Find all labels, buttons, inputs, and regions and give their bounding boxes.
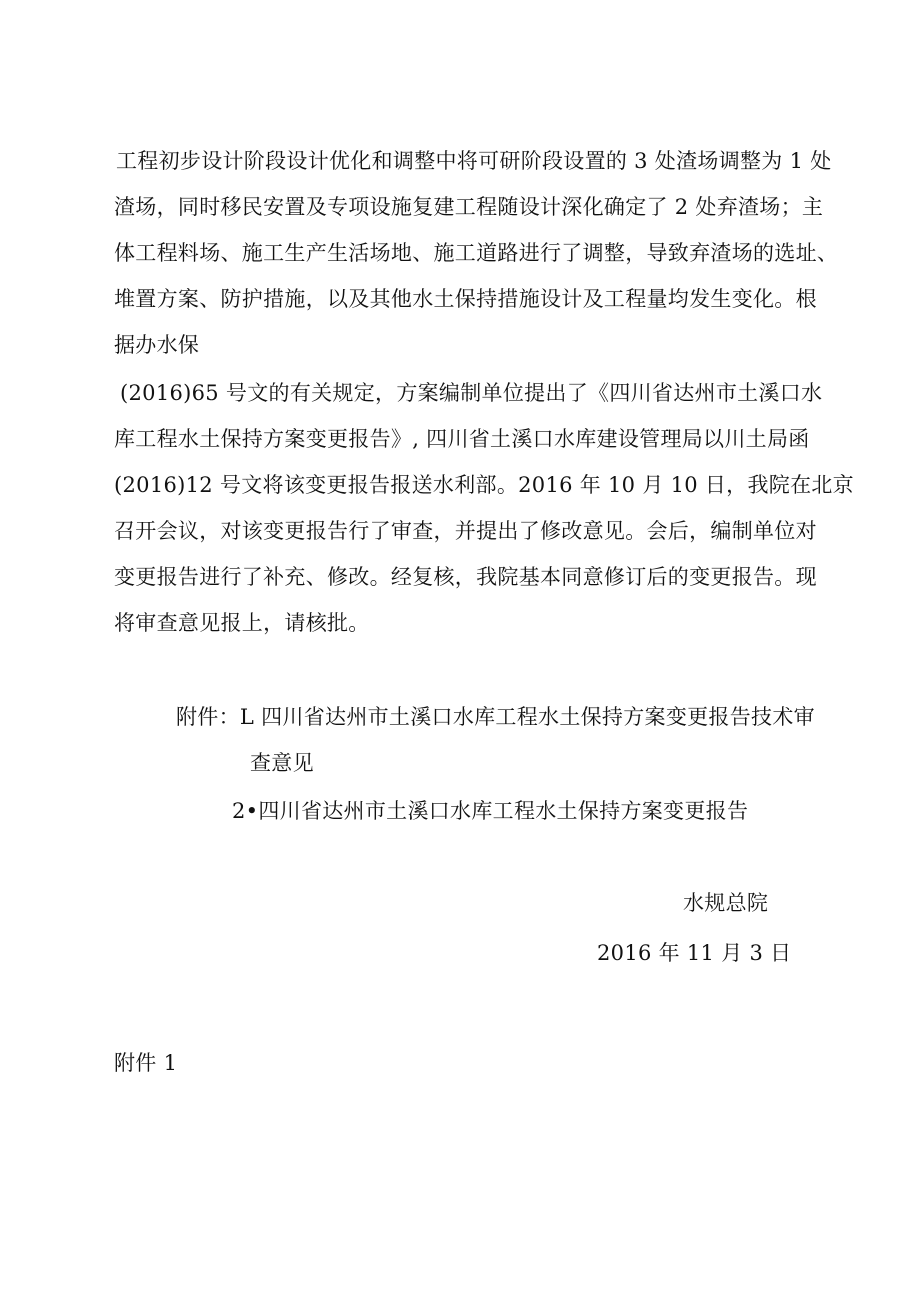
body-line-2: 渣场，同时移民安置及专项设施复建工程随设计深化确定了 2 处弃渣场；主	[114, 195, 824, 219]
signature-org: 水规总院	[683, 891, 769, 915]
signature-date: 2016 年 11 月 3 日	[597, 941, 792, 965]
body-line-9: 召开会议，对该变更报告行了审查，并提出了修改意见。会后，编制单位对	[114, 519, 817, 543]
body-line-6: (2016)65 号文的有关规定，方案编制单位提出了《四川省达州市土溪口水	[120, 381, 823, 405]
body-line-10: 变更报告进行了补充、修改。经复核，我院基本同意修订后的变更报告。现	[114, 565, 817, 589]
body-line-8: (2016)12 号文将该变更报告报送水利部。2016 年 10 月 10 日，我院在北京	[114, 473, 854, 497]
attachment-2: 2•四川省达州市土溪口水库工程水土保持方案变更报告	[232, 799, 749, 823]
footer-attachment-label: 附件 1	[114, 1051, 178, 1075]
body-line-11: 将审查意见报上，请核批。	[114, 611, 370, 635]
body-line-5: 据办水保	[114, 333, 200, 357]
body-line-7: 库工程水土保持方案变更报告》, 四川省土溪口水库建设管理局以川土局函	[114, 427, 810, 451]
body-line-4: 堆置方案、防护措施，以及其他水土保持措施设计及工程量均发生变化。根	[114, 287, 817, 311]
attachment-1-line-1: 附件：L 四川省达州市土溪口水库工程水土保持方案变更报告技术审	[176, 705, 815, 729]
attachment-1-line-2: 查意见	[250, 751, 314, 775]
body-line-3: 体工程料场、施工生产生活场地、施工道路进行了调整，导致弃渣场的选址、	[114, 241, 839, 265]
body-line-1: 工程初步设计阶段设计优化和调整中将可研阶段设置的 3 处渣场调整为 1 处	[116, 149, 832, 173]
